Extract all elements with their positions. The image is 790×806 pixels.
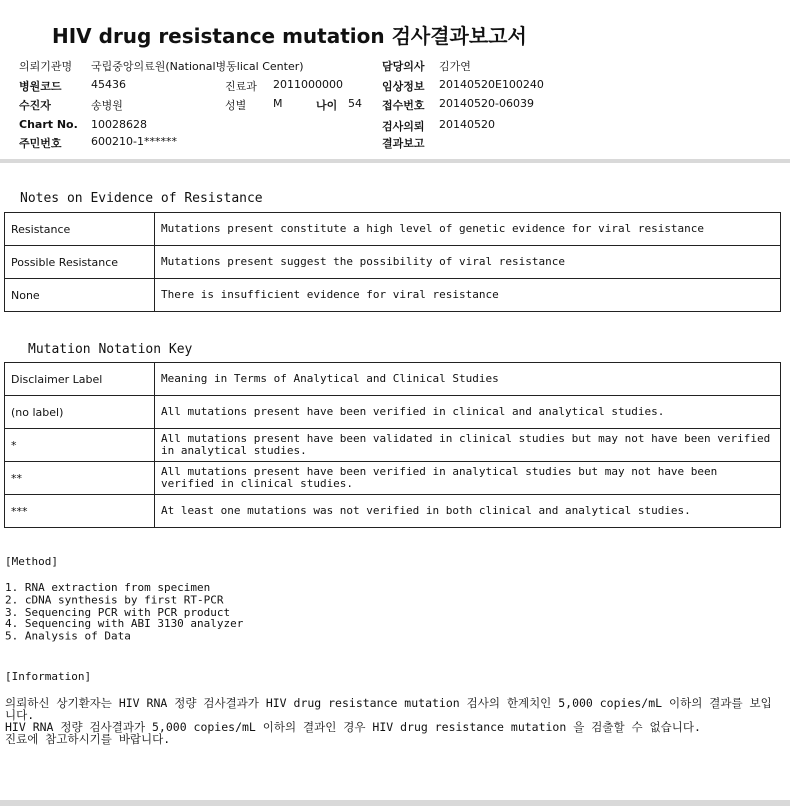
clinical-label: 임상정보	[382, 80, 425, 93]
list-item: 5. Analysis of Data	[5, 630, 131, 643]
report-title: HIV drug resistance mutation 검사결과보고서	[52, 24, 527, 48]
ward-code-value: 45436	[91, 78, 126, 91]
notation-label: **	[5, 462, 155, 495]
age-label: 나이	[316, 99, 338, 112]
notation-table	[4, 362, 781, 528]
evidence-table	[4, 212, 781, 312]
recipient-label: 수진자	[19, 99, 51, 112]
information-body	[5, 697, 780, 745]
doctor-label: 담당의사	[382, 60, 425, 73]
evidence-label: None	[5, 279, 155, 312]
evidence-meaning: There is insufficient evidence for viral resistance	[155, 279, 781, 312]
table-row	[5, 363, 781, 396]
evidence-label: Possible Resistance	[5, 246, 155, 279]
receipt-label: 접수번호	[382, 99, 425, 112]
id-value: 600210-1******	[91, 135, 177, 148]
table-row	[5, 213, 781, 246]
evidence-meaning: Mutations present suggest the possibility of viral resistance	[155, 246, 781, 279]
table-row	[5, 279, 781, 312]
evidence-meaning: Mutations present constitute a high level of genetic evidence for viral resistance	[155, 213, 781, 246]
method-heading: [Method]	[5, 555, 58, 568]
notation-label: (no label)	[5, 396, 155, 429]
notation-meaning: At least one mutations was not verified in both clinical and analytical studies.	[155, 495, 781, 528]
report-header	[0, 0, 790, 163]
notation-meaning: Meaning in Terms of Analytical and Clinical Studies	[155, 363, 781, 396]
request-value: 20140520	[439, 118, 495, 131]
doctor-value: 김가연	[439, 60, 471, 73]
list-item: 2. cDNA synthesis by first RT-PCR	[5, 593, 224, 607]
receipt-value: 20140520-06039	[439, 97, 534, 110]
evidence-label: Resistance	[5, 213, 155, 246]
chart-value: 10028628	[91, 118, 147, 131]
ward-code-label: 병원코드	[19, 80, 62, 93]
clinical-value: 20140520E100240	[439, 78, 544, 91]
table-row	[5, 462, 781, 495]
age-value: 54	[348, 97, 362, 110]
information-paragraph: HIV RNA 정량 검사결과가 5,000 copies/mL 이하의 결과인 경우 HIV drug resistance mutation 을 검출할 수 없습니다.	[5, 720, 701, 734]
notation-section-title: Mutation Notation Key	[28, 342, 193, 357]
method-steps	[5, 583, 243, 644]
dept-value: 2011000000	[273, 78, 343, 91]
notation-label: ***	[5, 495, 155, 528]
page-footer-bar	[0, 800, 790, 806]
information-paragraph: 진료에 참고하시기를 바랍니다.	[5, 732, 171, 746]
sex-label: 성별	[225, 99, 247, 112]
notation-meaning: All mutations present have been verified in clinical and analytical studies.	[155, 396, 781, 429]
notation-meaning: All mutations present have been validated in clinical studies but may not have been verified in analytical studies.	[155, 429, 781, 462]
notation-meaning: All mutations present have been verified in analytical studies but may not have been verified in clinical studies.	[155, 462, 781, 495]
requesting-org-value: 국립중앙의료원(National병동lical Center)	[91, 60, 304, 73]
list-item: 3. Sequencing PCR with PCR product	[5, 605, 231, 619]
evidence-section-title: Notes on Evidence of Resistance	[20, 191, 263, 206]
notation-label: Disclaimer Label	[5, 363, 155, 396]
request-label: 검사의뢰	[382, 120, 425, 133]
table-row	[5, 246, 781, 279]
sex-value: M	[273, 97, 283, 110]
notation-label: *	[5, 429, 155, 462]
information-paragraph: 의뢰하신 상기환자는 HIV RNA 정량 검사결과가 HIV drug resistance mutation 검사의 한계치인 5,000 copies/mL 이하의 결과를 보입니다.	[5, 696, 772, 722]
id-label: 주민번호	[19, 137, 62, 150]
requesting-org-label: 의뢰기관명	[19, 60, 73, 73]
dept-label: 진료과	[225, 80, 257, 93]
table-row	[5, 429, 781, 462]
recipient-value: 송병원	[91, 99, 123, 112]
chart-label: Chart No.	[19, 118, 78, 131]
list-item: 1. RNA extraction from specimen	[5, 581, 211, 594]
information-heading: [Information]	[5, 670, 92, 683]
table-row	[5, 495, 781, 528]
table-row	[5, 396, 781, 429]
result-label: 결과보고	[382, 137, 425, 150]
list-item: 4. Sequencing with ABI 3130 analyzer	[5, 618, 244, 631]
